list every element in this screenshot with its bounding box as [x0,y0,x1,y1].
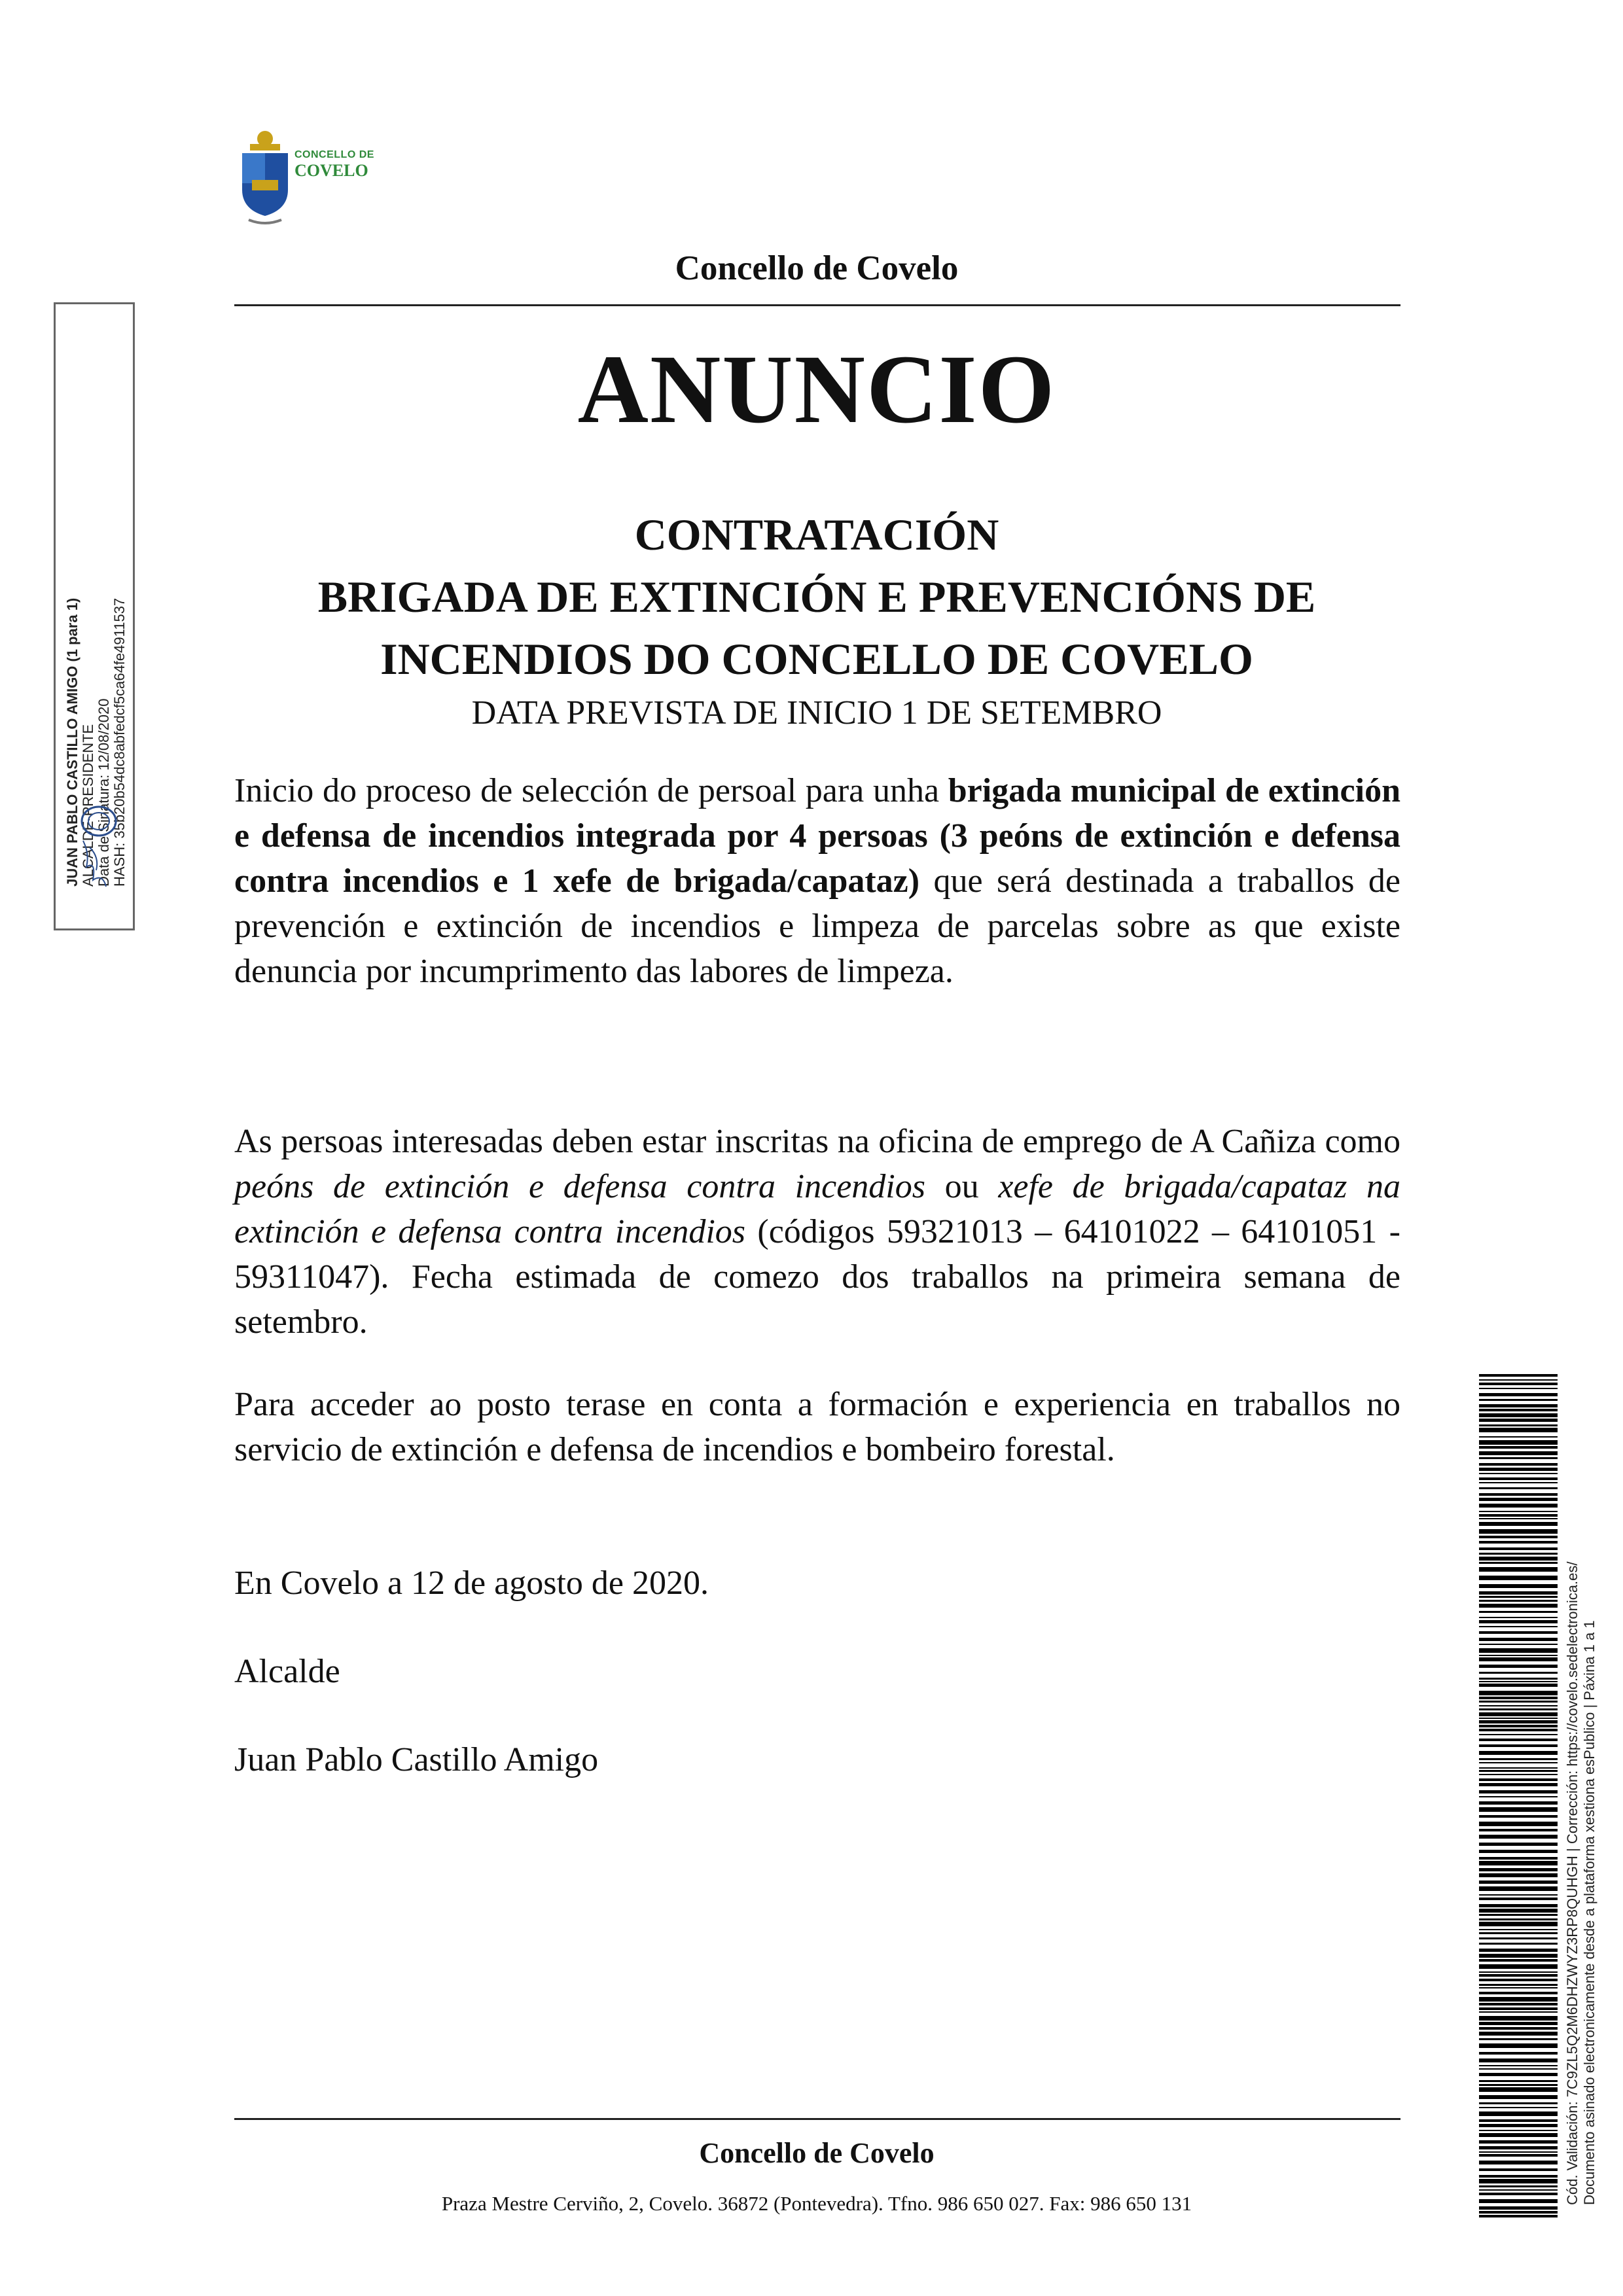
header-title: Concello de Covelo [675,249,959,287]
validation-line-1: Cód. Validación: 7C9ZL5Q2M6DHZWYZ3RP8QUHGH | Corrección: https://covelo.sedelectronica.es/ [1564,1561,1580,2205]
signature-date: Data de Sinatura: 12/08/2020 [96,698,112,887]
logo-text-bottom: COVELO [294,161,368,180]
paragraph-1-text-c: que será destinada a traballos de prevención e extinción de incendios e limpeza de parcelas sobre as que existe denuncia por incumprimento das labores de limpeza. [234,862,1400,990]
concello-logo [236,124,393,229]
logo-text-top: CONCELLO DE [294,149,374,160]
signature-box [54,302,135,930]
document-heading: ANUNCIO [577,335,1056,444]
barcode-icon [1479,1374,1558,2218]
signature-signer: JUAN PABLO CASTILLO AMIGO (1 para 1) [64,597,80,887]
signature-role: ALCALDE-PRESIDENTE [80,724,96,887]
footer-name: Concello de Covelo [699,2137,935,2169]
subject-date: DATA PREVISTA DE INICIO 1 DE SETEMBRO [471,694,1162,732]
paragraph-3: Para acceder ao posto terase en conta a formación e experiencia en traballos no servicio de extinción e defensa de incendios e bombeiro forestal. [234,1386,1400,1468]
signer-name: Juan Pablo Castillo Amigo [234,1741,599,1778]
coat-of-arms-icon [236,124,294,229]
subject-line-1: CONTRATACIÓN [634,510,999,559]
footer-rule [234,2118,1400,2120]
paragraph-1-text-a: Inicio do proceso de selección de persoal para unha [234,772,948,809]
signature-hash: HASH: 35b20b54dc8abfedcf5ca64fe4911537 [111,597,128,887]
paragraph-2-text-c: ou [925,1168,999,1205]
paragraph-1-bold: brigada municipal de extinción e defensa de incendios integrada por 4 persoas (3 peóns de extinción e defensa contra incendios e 1 xefe de brigada/capataz) [234,772,1400,900]
paragraph-2-text-a: As persoas interesadas deben estar inscritas na oficina de emprego de A Cañiza como [234,1123,1400,1160]
subject-line-3: INCENDIOS DO CONCELLO DE COVELO [380,634,1253,684]
paragraph-2-text-e: (códigos 59321013 – 64101022 – 64101051 - 59311047). Fecha estimada de comezo dos traballos na primeira semana de setembro. [234,1213,1400,1341]
place-date: En Covelo a 12 de agosto de 2020. [234,1564,709,1602]
validation-text [1564,1354,1598,2205]
paragraph-2-italic-1: peóns de extinción e defensa contra incendios [234,1168,925,1205]
signature-seal-icon [70,802,122,893]
validation-line-2: Documento asinado electronicamente desde a plataforma xestiona esPublico | Páxina 1 a 1 [1581,1620,1597,2205]
footer-address: Praza Mestre Cerviño, 2, Covelo. 36872 (Pontevedra). Tfno. 986 650 027. Fax: 986 650 131 [441,2192,1192,2215]
paragraph-1 [234,768,1400,994]
subject-block [234,504,1399,736]
header-rule [234,304,1400,306]
subject-line-2: BRIGADA DE EXTINCIÓN E PREVENCIÓNS DE [317,572,1316,622]
paragraph-2-italic-2: xefe de brigada/capataz na extinción e defensa contra incendios [234,1168,1400,1250]
signer-role: Alcalde [234,1653,340,1690]
paragraph-2 [234,1119,1400,1345]
